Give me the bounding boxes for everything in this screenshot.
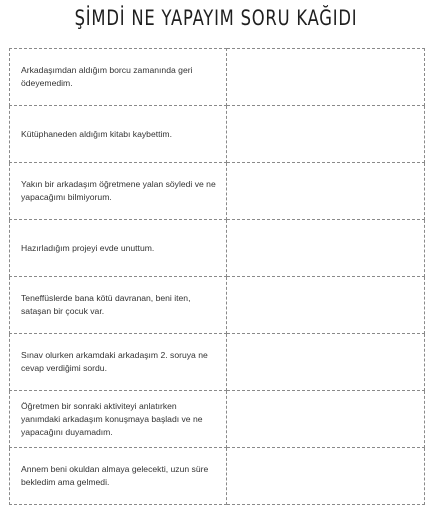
question-cell: Annem beni okuldan almaya gelecekti, uzun süre bekledim ama gelmedi. — [10, 448, 227, 505]
table-row — [10, 277, 425, 334]
table-row — [10, 448, 425, 505]
table-row — [10, 106, 425, 163]
question-cell: Yakın bir arkadaşım öğretmene yalan söyledi ve ne yapacağımı bilmiyorum. — [10, 163, 227, 220]
question-cell: Sınav olurken arkamdaki arkadaşım 2. soruya ne cevap verdiğimi sordu. — [10, 334, 227, 391]
answer-cell — [227, 277, 425, 334]
table-row — [10, 391, 425, 448]
question-sheet — [9, 48, 425, 505]
table-row — [10, 163, 425, 220]
answer-cell — [227, 106, 425, 163]
question-table — [9, 48, 425, 505]
question-cell: Öğretmen bir sonraki aktiviteyi anlatırken yanımdaki arkadaşım konuşmaya başladı ve ne yapacağını duyamadım. — [10, 391, 227, 448]
answer-cell — [227, 163, 425, 220]
table-row — [10, 49, 425, 106]
question-cell: Teneffüslerde bana kötü davranan, beni iten, sataşan bir çocuk var. — [10, 277, 227, 334]
question-cell: Kütüphaneden aldığım kitabı kaybettim. — [10, 106, 227, 163]
table-row — [10, 334, 425, 391]
answer-cell — [227, 220, 425, 277]
answer-cell — [227, 448, 425, 505]
question-cell: Hazırladığım projeyi evde unuttum. — [10, 220, 227, 277]
answer-cell — [227, 334, 425, 391]
page-title: ŞİMDİ NE YAPAYIM SORU KAĞIDI — [74, 6, 358, 30]
answer-cell — [227, 391, 425, 448]
question-cell: Arkadaşımdan aldığım borcu zamanında geri ödeyemedim. — [10, 49, 227, 106]
table-row — [10, 220, 425, 277]
answer-cell — [227, 49, 425, 106]
